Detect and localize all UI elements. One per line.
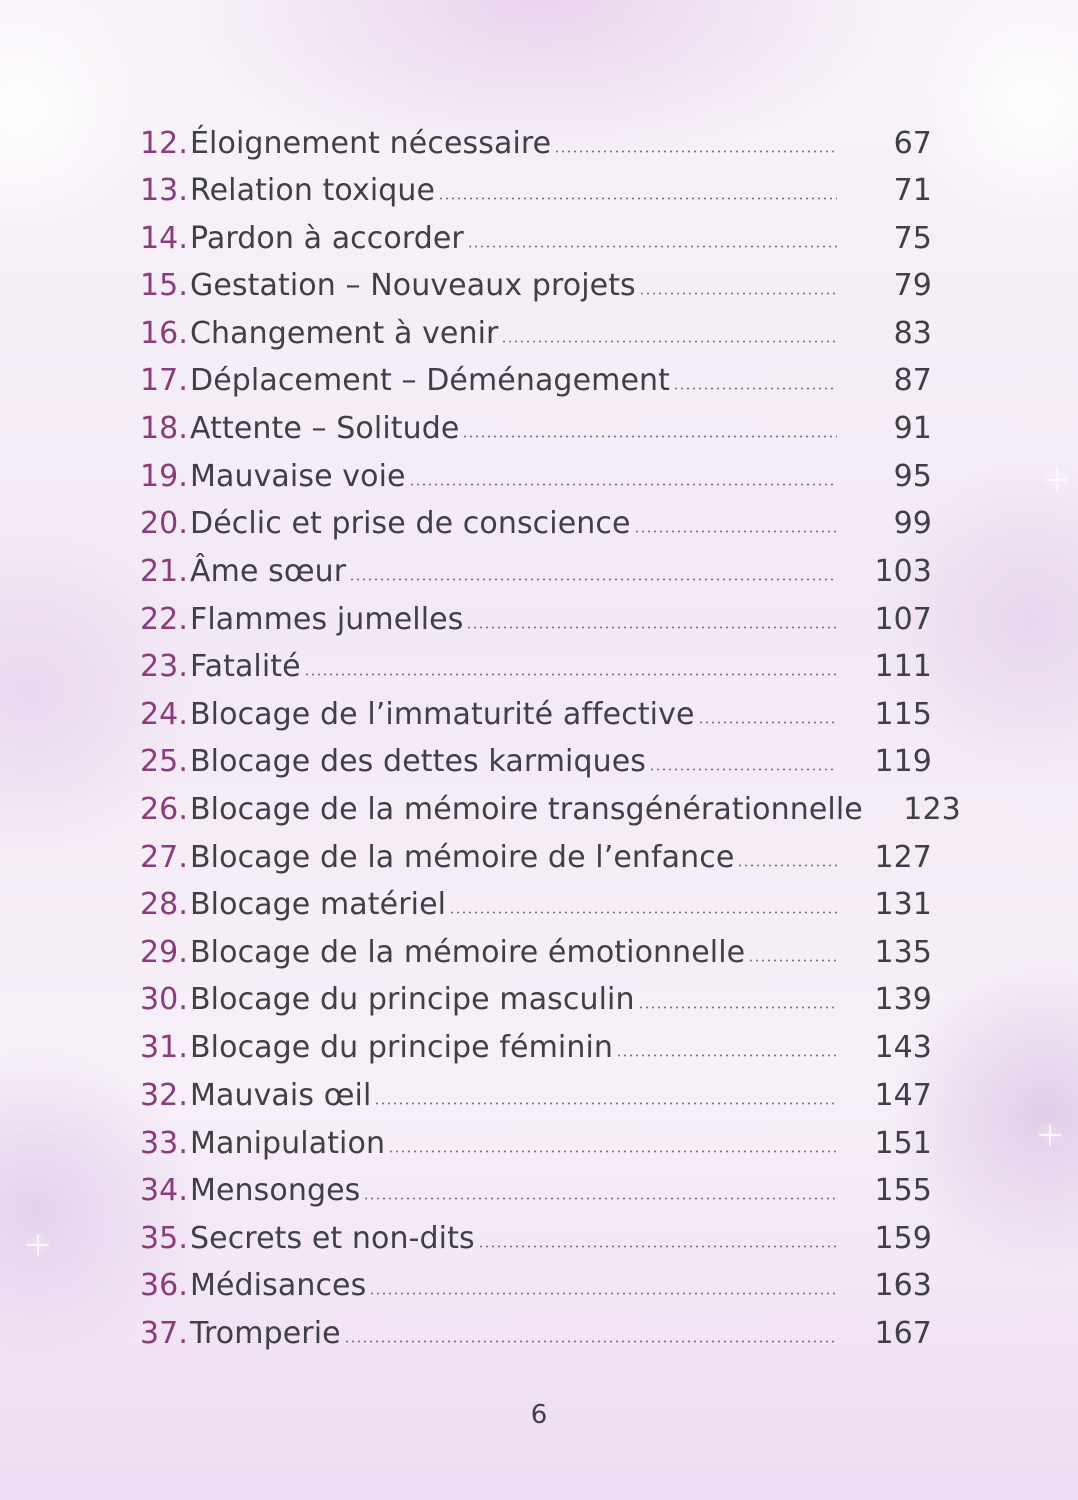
dot-leader <box>554 150 837 153</box>
entry-page-number: 111 <box>874 649 932 684</box>
entry-number: 17. <box>140 363 189 398</box>
toc-entry-22 <box>140 600 932 640</box>
entry-page-number: 143 <box>874 1030 932 1065</box>
entry-title: Relation toxique <box>190 173 436 208</box>
entry-title: Blocage de la mémoire émotionnelle <box>190 935 746 970</box>
entry-page-number: 127 <box>874 840 932 875</box>
entry-number: 12. <box>140 126 189 161</box>
page-number: 6 <box>530 1400 548 1430</box>
entry-title: Blocage des dettes karmiques <box>190 744 647 779</box>
entry-title: Changement à venir <box>190 316 499 351</box>
entry-page-number: 79 <box>893 268 932 303</box>
entry-page-number: 67 <box>893 126 932 161</box>
entry-number: 37. <box>140 1316 189 1351</box>
entry-title: Flammes jumelles <box>190 602 464 637</box>
entry-number: 26. <box>140 792 189 827</box>
toc-entry-33 <box>140 1124 932 1164</box>
toc-entry-32 <box>140 1076 932 1116</box>
entry-title: Fatalité <box>190 649 301 684</box>
entry-title: Gestation – Nouveaux projets <box>190 268 636 303</box>
dot-leader <box>388 1150 837 1153</box>
entry-title: Médisances <box>190 1268 367 1303</box>
entry-page-number: 87 <box>893 363 932 398</box>
entry-title: Mauvais œil <box>190 1078 372 1113</box>
entry-number: 13. <box>140 173 189 208</box>
entry-page-number: 71 <box>893 173 932 208</box>
entry-page-number: 135 <box>874 935 932 970</box>
toc-entry-27 <box>140 838 932 878</box>
dot-leader <box>369 1292 837 1295</box>
entry-page-number: 147 <box>874 1078 932 1113</box>
dot-leader <box>409 483 837 486</box>
dot-leader <box>639 292 837 295</box>
entry-number: 19. <box>140 459 189 494</box>
entry-title: Blocage du principe féminin <box>190 1030 614 1065</box>
entry-title: Déplacement – Déménagement <box>190 363 670 398</box>
dot-leader <box>449 911 837 914</box>
entry-number: 20. <box>140 506 189 541</box>
entry-number: 25. <box>140 744 189 779</box>
entry-page-number: 123 <box>903 792 961 827</box>
dot-leader <box>349 578 837 581</box>
dot-leader <box>467 245 837 248</box>
entry-title: Déclic et prise de conscience <box>190 506 631 541</box>
entry-number: 33. <box>140 1126 189 1161</box>
entry-number: 32. <box>140 1078 189 1113</box>
entry-number: 21. <box>140 554 189 589</box>
entry-page-number: 107 <box>874 602 932 637</box>
dot-leader <box>344 1340 837 1343</box>
toc-entry-23 <box>140 647 932 687</box>
entry-number: 28. <box>140 887 189 922</box>
entry-page-number: 91 <box>893 411 932 446</box>
entry-page-number: 131 <box>874 887 932 922</box>
toc-entry-17 <box>140 361 932 401</box>
dot-leader <box>748 959 837 962</box>
entry-number: 27. <box>140 840 189 875</box>
entry-page-number: 83 <box>893 316 932 351</box>
toc-entry-29 <box>140 933 932 973</box>
entry-page-number: 155 <box>874 1173 932 1208</box>
toc-entry-16 <box>140 314 932 354</box>
toc-entry-20 <box>140 504 932 544</box>
entry-number: 24. <box>140 697 189 732</box>
dot-leader <box>673 387 837 390</box>
dot-leader <box>638 1006 837 1009</box>
toc-entry-26 <box>140 790 961 830</box>
entry-title: Blocage de la mémoire de l’enfance <box>190 840 735 875</box>
entry-number: 34. <box>140 1173 189 1208</box>
toc-entry-18 <box>140 409 932 449</box>
toc-entry-31 <box>140 1028 932 1068</box>
entry-number: 36. <box>140 1268 189 1303</box>
toc-entry-34 <box>140 1171 932 1211</box>
entry-title: Pardon à accorder <box>190 221 464 256</box>
dot-leader <box>698 721 837 724</box>
dot-leader <box>466 626 837 629</box>
toc-entry-13 <box>140 171 932 211</box>
dot-leader <box>737 864 837 867</box>
entry-number: 18. <box>140 411 189 446</box>
entry-title: Mensonges <box>190 1173 361 1208</box>
entry-number: 14. <box>140 221 189 256</box>
entry-title: Blocage de la mémoire transgénérationnelle <box>190 792 863 827</box>
entry-title: Mauvaise voie <box>190 459 406 494</box>
toc-entry-28 <box>140 885 932 925</box>
dot-leader <box>616 1054 837 1057</box>
toc-entry-35 <box>140 1219 932 1259</box>
entry-title: Blocage de l’immaturité affective <box>190 697 695 732</box>
entry-title: Éloignement nécessaire <box>190 126 552 161</box>
toc-entry-24 <box>140 695 932 735</box>
entry-page-number: 151 <box>874 1126 932 1161</box>
entry-page-number: 159 <box>874 1221 932 1256</box>
entry-page-number: 139 <box>874 982 932 1017</box>
entry-number: 31. <box>140 1030 189 1065</box>
dot-leader <box>304 673 837 676</box>
entry-page-number: 99 <box>893 506 932 541</box>
entry-title: Tromperie <box>190 1316 341 1351</box>
entry-number: 30. <box>140 982 189 1017</box>
entry-number: 16. <box>140 316 189 351</box>
toc-entry-14 <box>140 219 932 259</box>
toc-entry-36 <box>140 1266 932 1306</box>
entry-number: 23. <box>140 649 189 684</box>
entry-title: Blocage matériel <box>190 887 447 922</box>
dot-leader <box>501 340 837 343</box>
toc-entry-19 <box>140 457 932 497</box>
toc-entry-21 <box>140 552 932 592</box>
dot-leader <box>438 197 837 200</box>
dot-leader <box>649 768 837 771</box>
toc-entry-30 <box>140 980 932 1020</box>
dot-leader <box>462 435 837 438</box>
entry-page-number: 95 <box>893 459 932 494</box>
toc-entry-25 <box>140 742 932 782</box>
entry-title: Âme sœur <box>190 554 347 589</box>
entry-title: Secrets et non-dits <box>190 1221 475 1256</box>
entry-page-number: 103 <box>874 554 932 589</box>
dot-leader <box>363 1197 837 1200</box>
entry-page-number: 163 <box>874 1268 932 1303</box>
entry-page-number: 115 <box>874 697 932 732</box>
entry-page-number: 75 <box>893 221 932 256</box>
toc-entry-37 <box>140 1314 932 1354</box>
dot-leader <box>634 530 837 533</box>
entry-number: 35. <box>140 1221 189 1256</box>
toc-entry-12 <box>140 124 932 164</box>
entry-page-number: 167 <box>874 1316 932 1351</box>
entry-number: 15. <box>140 268 189 303</box>
entry-number: 29. <box>140 935 189 970</box>
entry-number: 22. <box>140 602 189 637</box>
dot-leader <box>374 1102 837 1105</box>
entry-page-number: 119 <box>874 744 932 779</box>
dot-leader <box>478 1245 837 1248</box>
entry-title: Blocage du principe masculin <box>190 982 635 1017</box>
entry-title: Attente – Solitude <box>190 411 460 446</box>
toc-entry-15 <box>140 266 932 306</box>
entry-title: Manipulation <box>190 1126 386 1161</box>
